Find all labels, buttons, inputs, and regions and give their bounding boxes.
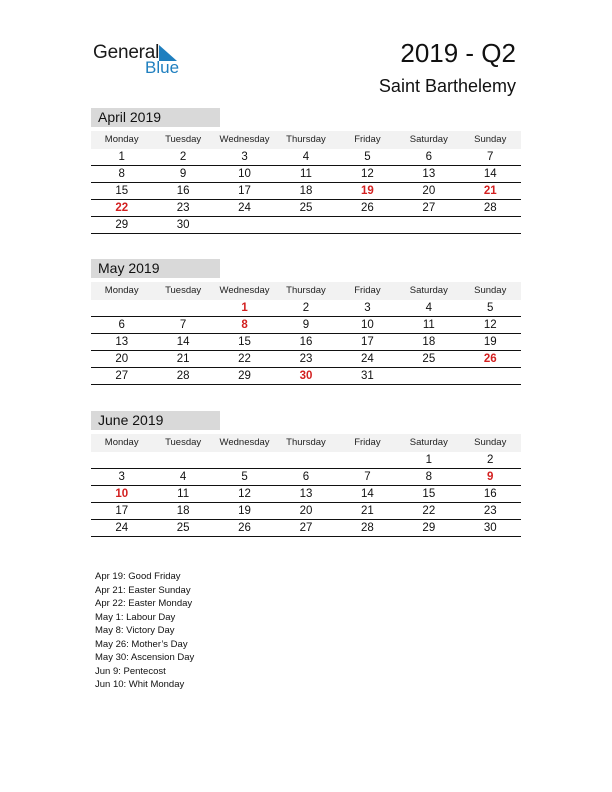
day-cell: 7 <box>364 471 371 483</box>
holiday-item: May 1: Labour Day <box>95 611 176 623</box>
week-row <box>91 503 521 520</box>
weekday-header: Thursday <box>286 134 326 145</box>
day-cell: 29 <box>238 370 251 382</box>
day-cell: 12 <box>483 319 497 331</box>
day-cell: 2 <box>179 151 187 163</box>
week-row <box>91 300 521 317</box>
day-cell <box>460 217 521 233</box>
day-cell-holiday: 10 <box>115 488 129 500</box>
holiday-list <box>95 570 194 692</box>
week-row <box>91 217 521 234</box>
weekday-header: Monday <box>104 285 139 296</box>
day-cell <box>91 300 152 316</box>
day-cell: 28 <box>483 202 497 214</box>
holiday-item: Jun 9: Pentecost <box>95 665 166 677</box>
day-cell-holiday: 9 <box>487 471 494 483</box>
day-cell: 5 <box>364 151 371 163</box>
day-cell: 24 <box>361 353 374 365</box>
week-row <box>91 520 521 537</box>
month-block <box>91 411 521 537</box>
day-cell: 28 <box>176 370 190 382</box>
day-cell: 5 <box>241 471 248 483</box>
logo-text-blue: Blue <box>145 58 180 77</box>
day-cell: 15 <box>422 488 436 500</box>
weekday-header: Friday <box>354 134 381 145</box>
day-cell: 6 <box>425 151 433 163</box>
day-cell <box>214 217 275 233</box>
day-cell: 3 <box>118 471 125 483</box>
day-cell: 28 <box>361 522 374 534</box>
day-cell: 23 <box>176 202 190 214</box>
weekday-header: Friday <box>354 285 381 296</box>
day-cell: 8 <box>425 471 433 483</box>
day-cell: 16 <box>299 336 313 348</box>
day-cell: 11 <box>177 488 190 500</box>
day-cell: 4 <box>302 151 310 163</box>
holiday-item: May 26: Mother’s Day <box>95 638 188 650</box>
day-cell: 30 <box>176 219 190 231</box>
page-subtitle: Saint Barthelemy <box>378 76 516 96</box>
day-cell: 12 <box>361 168 374 180</box>
month-label: May 2019 <box>91 259 220 278</box>
day-cell: 22 <box>238 353 251 365</box>
weekday-header: Wednesday <box>219 285 270 296</box>
day-cell: 26 <box>361 202 374 214</box>
weekday-header: Saturday <box>409 437 448 448</box>
day-cell: 25 <box>422 353 436 365</box>
week-row <box>91 486 521 503</box>
day-cell: 25 <box>176 522 190 534</box>
day-cell: 16 <box>483 488 497 500</box>
day-cell: 16 <box>176 185 190 197</box>
weekday-header: Saturday <box>409 285 448 296</box>
day-cell: 14 <box>361 488 374 500</box>
day-cell: 20 <box>299 505 313 517</box>
day-cell: 6 <box>302 471 310 483</box>
day-cell: 27 <box>422 202 436 214</box>
day-cell: 13 <box>422 168 436 180</box>
day-cell: 21 <box>361 505 374 517</box>
day-cell: 30 <box>483 522 497 534</box>
logo <box>93 40 193 80</box>
holiday-item: Apr 21: Easter Sunday <box>95 584 191 596</box>
day-cell: 15 <box>238 336 251 348</box>
day-cell: 20 <box>115 353 129 365</box>
day-cell: 17 <box>361 336 374 348</box>
day-cell-holiday: 26 <box>483 353 497 365</box>
week-row <box>91 317 521 334</box>
day-cell: 17 <box>115 505 129 517</box>
month-block <box>91 259 521 385</box>
weekday-header: Thursday <box>286 437 326 448</box>
day-cell: 24 <box>115 522 129 534</box>
day-cell <box>91 452 152 468</box>
weekday-header: Sunday <box>474 134 507 145</box>
day-cell: 13 <box>299 488 313 500</box>
day-cell-holiday: 21 <box>483 185 497 197</box>
day-cell: 22 <box>422 505 436 517</box>
weekday-header-row <box>91 282 521 300</box>
day-cell-holiday: 1 <box>241 302 248 314</box>
day-cell: 26 <box>238 522 251 534</box>
holiday-item: May 8: Victory Day <box>95 625 175 636</box>
weekday-header: Monday <box>104 134 139 145</box>
day-cell: 27 <box>299 522 313 534</box>
week-row <box>91 200 521 217</box>
day-cell <box>337 452 398 468</box>
day-cell: 10 <box>361 319 374 331</box>
day-cell: 3 <box>364 302 371 314</box>
day-cell: 2 <box>302 302 310 314</box>
day-cell <box>398 217 459 233</box>
day-cell: 23 <box>299 353 313 365</box>
holiday-item: Apr 19: Good Friday <box>95 571 181 582</box>
day-cell: 25 <box>299 202 313 214</box>
logo-text-general: General <box>93 42 160 63</box>
day-cell: 29 <box>422 522 436 534</box>
day-cell: 19 <box>238 505 251 517</box>
day-cell <box>152 300 213 316</box>
weekday-header: Wednesday <box>219 134 270 145</box>
week-row <box>91 452 521 469</box>
day-cell: 7 <box>179 319 187 331</box>
day-cell: 19 <box>483 336 497 348</box>
day-cell: 18 <box>422 336 436 348</box>
day-cell: 13 <box>115 336 129 348</box>
day-cell: 11 <box>300 168 312 180</box>
month-block <box>91 108 521 234</box>
week-row <box>91 183 521 200</box>
day-cell: 2 <box>487 454 494 466</box>
day-cell: 9 <box>179 168 187 180</box>
week-row <box>91 334 521 351</box>
day-cell: 23 <box>483 505 497 517</box>
weekday-header: Tuesday <box>165 134 202 145</box>
week-row <box>91 351 521 368</box>
day-cell: 3 <box>241 151 248 163</box>
month-label: June 2019 <box>91 411 220 430</box>
day-cell: 1 <box>118 151 125 163</box>
day-cell: 20 <box>422 185 436 197</box>
day-cell: 10 <box>238 168 251 180</box>
weekday-header: Sunday <box>474 437 507 448</box>
day-cell-holiday: 19 <box>361 185 374 197</box>
weekday-header: Tuesday <box>165 437 202 448</box>
day-cell: 14 <box>176 336 190 348</box>
weekday-header: Sunday <box>474 285 507 296</box>
day-cell: 24 <box>238 202 251 214</box>
day-cell-holiday: 8 <box>241 319 248 331</box>
day-cell: 31 <box>361 370 374 382</box>
day-cell <box>337 217 398 233</box>
week-row <box>91 166 521 183</box>
week-row <box>91 469 521 486</box>
holiday-item: Apr 22: Easter Monday <box>95 598 193 609</box>
day-cell-holiday: 30 <box>299 370 313 382</box>
weekday-header: Friday <box>354 437 381 448</box>
week-row <box>91 368 521 385</box>
day-cell: 18 <box>299 185 313 197</box>
day-cell: 11 <box>422 319 435 331</box>
day-cell: 14 <box>483 168 497 180</box>
day-cell: 8 <box>118 168 125 180</box>
day-cell: 21 <box>176 353 190 365</box>
weekday-header: Wednesday <box>219 437 270 448</box>
month-label: April 2019 <box>91 108 220 127</box>
day-cell <box>152 452 213 468</box>
day-cell <box>398 368 459 384</box>
day-cell-holiday: 22 <box>115 202 129 214</box>
day-cell: 29 <box>115 219 129 231</box>
day-cell: 1 <box>425 454 433 466</box>
holiday-item: Jun 10: Whit Monday <box>95 679 185 690</box>
day-cell: 17 <box>238 185 251 197</box>
day-cell <box>275 217 336 233</box>
day-cell <box>460 368 521 384</box>
day-cell: 6 <box>118 319 125 331</box>
weekday-header: Thursday <box>286 285 326 296</box>
weekday-header: Saturday <box>409 134 448 145</box>
day-cell: 9 <box>302 319 310 331</box>
day-cell <box>275 452 336 468</box>
weekday-header: Monday <box>104 437 139 448</box>
day-cell <box>214 452 275 468</box>
weekday-header-row <box>91 131 521 149</box>
day-cell: 12 <box>238 488 251 500</box>
day-cell: 18 <box>176 505 190 517</box>
day-cell: 27 <box>115 370 129 382</box>
day-cell: 7 <box>487 151 494 163</box>
week-row <box>91 149 521 166</box>
weekday-header-row <box>91 434 521 452</box>
day-cell: 5 <box>487 302 494 314</box>
page-title: 2019 - Q2 <box>400 38 516 68</box>
day-cell: 4 <box>425 302 433 314</box>
day-cell: 15 <box>115 185 129 197</box>
holiday-item: May 30: Ascension Day <box>95 652 195 663</box>
weekday-header: Tuesday <box>165 285 202 296</box>
day-cell: 4 <box>179 471 187 483</box>
